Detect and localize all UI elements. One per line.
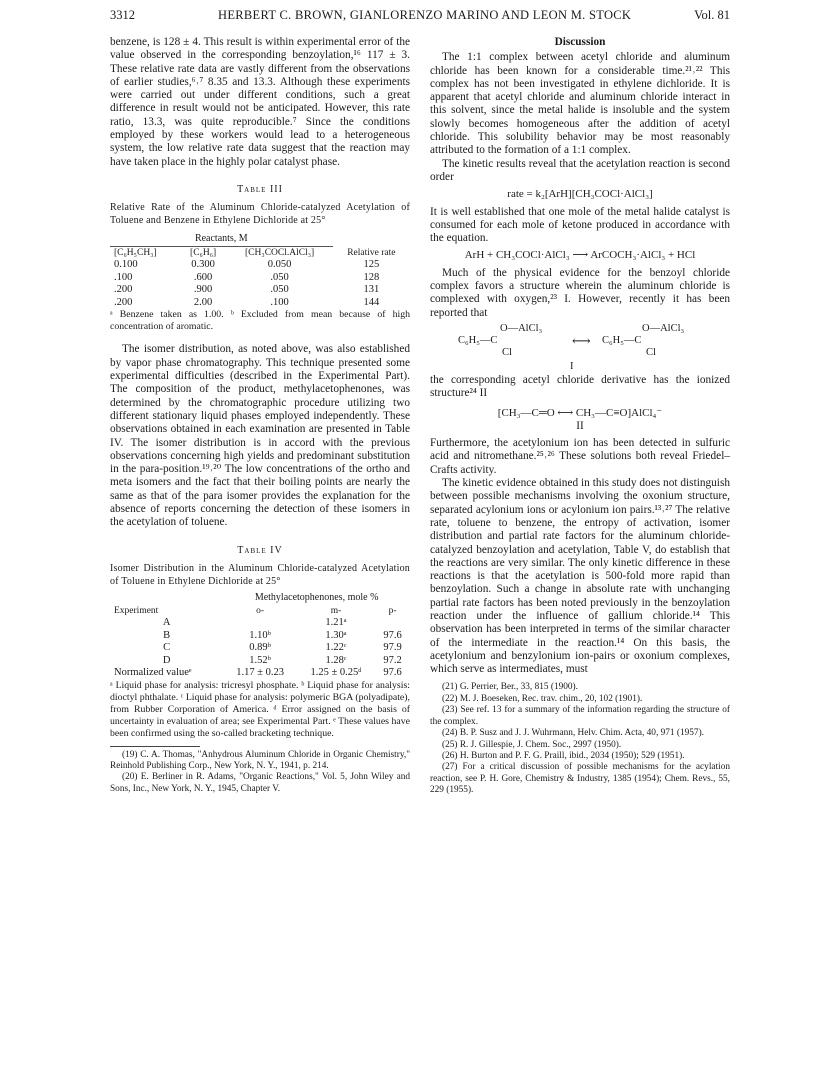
table-cell: 97.2 — [383, 654, 402, 666]
rate-equation: rate = k₂[ArH][CH₃COCl·AlCl₃] — [507, 188, 653, 201]
footnote-rule — [110, 746, 200, 747]
footnote: (26) H. Burton and P. F. G. Praill, ibid., 2034 (1950); 529 (1951). — [442, 750, 685, 761]
page-number: 3312 — [110, 8, 135, 22]
table-cell: 1.17 ± 0.23 — [236, 667, 284, 679]
table-3-col-header: Relative rate — [347, 247, 396, 258]
table-cell: 0.050 — [267, 259, 292, 271]
structure-I-arrow: ⟷ — [572, 332, 591, 348]
table-cell: 0.300 — [191, 259, 215, 271]
structure-II-label: II — [576, 419, 584, 432]
table-4-col-header: o- — [256, 605, 265, 616]
table-cell: 0.100 — [114, 259, 138, 271]
table-3-col-header: [CH₃COCl.AlCl₃] — [245, 247, 315, 258]
right-paragraph-7: The kinetic evidence obtained in this study does not distinguish between possible mechanisms involving the oxonium structure, separated acylonium ions or acylonium ion pairs.¹³˒²⁷ The relative rate, toluene to benzene, the entropy of activation, isomer distribution and partial rate factors for the aluminum chloride-catalyzed benzoylation and acetylation, Table V, do establish that the reactions are very similar. The only kinetic difference in these reactions is that the acetylation is 500-fold more rapid than benzoylation. Such a change in absolute rate with unchanging partial rate factors has been noted previously in the benzoylation reaction under the influence of gallium chloride.¹⁴ This observation has been interpreted in terms of the similar character of the intermediate in the reaction.¹⁴ On this basis, the acetylonium and benzylonium ion-pairs or oxonium complexes, which serve as intermediates, must — [430, 477, 730, 676]
table-cell: .100 — [270, 296, 289, 308]
footnote: (23) See ref. 13 for a summary of the information regarding the structure of the complex. — [430, 705, 730, 727]
table-cell: .200 — [114, 284, 133, 296]
table-4 — [110, 592, 410, 680]
table-row — [110, 642, 410, 655]
right-paragraph-4: Much of the physical evidence for the benzoyl chloride complex favors a structure wherein the aluminum chloride is complexed with oxygen,²³ I. However, recently it has been reported that — [430, 266, 730, 319]
right-paragraph-2: The kinetic results reveal that the acetylation reaction is second order — [430, 157, 730, 183]
table-cell: .100 — [114, 271, 133, 283]
table-4-col-header: p- — [388, 605, 397, 616]
table-4-col-header: m- — [330, 605, 342, 616]
footnote: (20) E. Berliner in R. Adams, "Organic Reactions," Vol. 5, John Wiley and Sons, Inc., New York, N. Y., 1945, Chapter V. — [110, 772, 410, 794]
table-cell: 97.6 — [383, 667, 402, 679]
footnote: (27) For a critical discussion of possible mechanisms for the acylation reaction, see P. H. Gore, Chemistry & Industry, 1385 (1954); Chem. Revs., 55, 229 (1955). — [430, 762, 730, 796]
table-row — [110, 259, 410, 272]
table-cell: 144 — [363, 296, 380, 308]
table-cell — [375, 617, 410, 630]
table-cell: A — [162, 617, 171, 629]
table-cell: 125 — [363, 259, 380, 271]
table-row — [110, 655, 410, 668]
left-column — [110, 36, 410, 795]
table-3-caption: Relative Rate of the Aluminum Chloride-catalyzed Acetylation of Toluene and Benzene in Ethylene Dichloride at 25° — [110, 202, 410, 226]
table-cell: 97.6 — [383, 629, 402, 641]
table-row — [110, 667, 410, 680]
table-cell: 97.9 — [383, 642, 402, 654]
table-cell: .050 — [270, 271, 289, 283]
table-cell: 1.10ᵇ — [249, 629, 271, 641]
table-row — [110, 617, 410, 630]
table-cell: C — [163, 642, 171, 654]
table-3-heading: Table III — [237, 183, 283, 195]
right-paragraph-5: the corresponding acetyl chloride derivative has the ionized structure²⁴ II — [430, 373, 730, 400]
table-cell: .900 — [193, 284, 213, 296]
reaction-equation: ArH + CH₃COCl·AlCl₃ ⟶ ArCOCH₃·AlCl₃ + HCl — [464, 249, 696, 262]
structure-I-right: C₆H₅—C — [602, 334, 642, 346]
running-authors: HERBERT C. BROWN, GIANLORENZO MARINO AND LEON M. STOCK — [218, 8, 632, 22]
table-cell: .600 — [193, 271, 213, 283]
table-4-group-header: Methylacetophenones, mole % — [254, 592, 379, 604]
right-paragraph-3: It is well established that one mole of the metal halide catalyst is consumed for each mole of ketone produced in accordance with the equation. — [430, 205, 730, 245]
table-cell: 1.30ᵃ — [325, 629, 347, 641]
footnote: (24) B. P. Susz and J. J. Wuhrmann, Helv. Chim. Acta, 40, 971 (1957). — [442, 728, 704, 739]
structure-I-left: C₆H₅—C — [458, 334, 498, 346]
right-paragraph-6: Furthermore, the acetylonium ion has been detected in sulfuric acid and nitromethane.²⁵˒²⁶ These solutions both reveal Friedel–Crafts activity. — [430, 437, 730, 476]
table-cell — [223, 617, 297, 630]
table-3-col-header: [C₆H₅CH₃] — [114, 247, 157, 258]
table-cell: 131 — [363, 284, 380, 296]
footnote: (19) C. A. Thomas, "Anhydrous Aluminum Chloride in Organic Chemistry," Reinhold Publishing Corp., New York, N. Y., 1941, p. 214. — [110, 749, 410, 771]
table-cell: 1.28ᶜ — [325, 654, 347, 666]
table-cell: 1.21ᵃ — [325, 617, 347, 629]
right-footnotes — [430, 682, 730, 796]
right-column — [430, 36, 730, 797]
left-footnotes — [110, 750, 410, 796]
structure-I-right-top: O—AlCl₃ — [642, 322, 685, 334]
table-cell: 1.25 ± 0.25ᵈ — [310, 667, 362, 679]
table-row — [110, 284, 410, 297]
structure-I — [430, 320, 730, 372]
left-paragraph-1: benzene, is 128 ± 4. This result is within experimental error of the value observed in the corresponding benzoylation,¹⁶ 117 ± 3. These relative rate data are vastly different from the observations of earlier studies,⁶˒⁷ 8.35 and 13.3. Although these experiments were carried out under different conditions, such a great difference in result would not be anticipated. However, this rate ratio, 13.3, was quite reproducible.⁷ Since the conditions employed by these workers would lead to a heterogeneous system, the low relative rate data suggest that the reaction may have taken place in the highly polar catalyst phase. — [110, 36, 410, 168]
structure-II: [CH₃—C═O ⟷ CH₃—C≡O]AlCl₄⁻ — [497, 406, 663, 419]
page-header — [110, 8, 730, 24]
section-title: Discussion — [554, 36, 606, 48]
structure-I-right-bottom: Cl — [646, 346, 656, 358]
table-4-notes: ᵃ Liquid phase for analysis: tricresyl phosphate. ᵇ Liquid phase for analysis: dioctyl phthalate. ᶜ Liquid phase for analysis: polymeric BGA (polyadipate), from Rubber Corporation of America. ᵈ Error assigned on the basis of uncertainty in evaluation of area; see Experimental Part. ᵉ These values have been confirmed using the so-called bracketing technique. — [110, 679, 410, 739]
table-3 — [110, 233, 410, 309]
table-cell: .050 — [270, 284, 289, 296]
table-cell: 128 — [363, 271, 380, 283]
footnote: (22) M. J. Boeseken, Rec. trav. chim., 20, 102 (1901). — [442, 693, 643, 704]
table-3-group-header: Reactants, M — [110, 233, 333, 246]
table-4-col-header: Experiment — [114, 605, 159, 616]
footnote: (25) R. J. Gillespie, J. Chem. Soc., 2997 (1950). — [442, 739, 622, 750]
table-row — [110, 297, 410, 310]
table-cell: .200 — [114, 296, 133, 308]
table-row — [110, 272, 410, 285]
table-4-caption: Isomer Distribution in the Aluminum Chloride-catalyzed Acetylation of Toluene in Ethylene Dichloride at 25° — [110, 562, 410, 587]
table-cell: D — [162, 654, 171, 666]
right-paragraph-1: The 1:1 complex between acetyl chloride and aluminum chloride has been known for a considerable time.²¹˒²² This complex has not been investigated in ethylene dichloride. It is apparent that acetyl chloride and aluminum chloride interact in this solvent, since the metal halide is insoluble and the system slowly becomes homogeneous after the addition of acetyl chloride. This solubility behavior may be most reasonably attributed to the formation of a 1:1 complex. — [430, 51, 730, 157]
structure-I-left-top: O—AlCl₃ — [500, 322, 543, 334]
table-cell: Normalized valueᵉ — [114, 667, 192, 679]
volume-label: Vol. 81 — [694, 8, 730, 22]
structure-I-left-bottom: Cl — [502, 346, 512, 358]
table-cell: 2.00 — [193, 296, 213, 308]
table-3-col-header: [C₆H₆] — [190, 247, 217, 258]
table-row — [110, 630, 410, 643]
table-3-notes: ᵃ Benzene taken as 1.00. ᵇ Excluded from mean because of high concentration of aromatic. — [110, 309, 410, 333]
footnote: (21) G. Perrier, Ber., 33, 815 (1900). — [442, 682, 578, 693]
structure-I-label: I — [570, 360, 574, 372]
table-cell: 1.22ᶜ — [325, 642, 347, 654]
table-4-heading: Table IV — [237, 544, 283, 556]
table-cell: 0.89ᵇ — [249, 642, 271, 654]
left-paragraph-2: The isomer distribution, as noted above, was also established by vapor phase chromatography. This technique presented some experimental difficulties (described in the Experimental Part). The composition of the product, methylacetophenones, was determined by the chromatographic procedure utilizing two different stationary liquid phases employed independently. These observations obtained in each examination are presented in Table IV. The isomer distribution is in accord with the previous observations concerning high yields and predominant substitution in the para-position.¹⁹˒²⁰ The low concentrations of the ortho and meta isomers and the fact that their boiling points are nearly the same as that of the para isomer provides the explanation for the absence of reports concerning the detection of these isomers in the acetylation of toluene. — [110, 343, 410, 529]
table-cell: 1.52ᵇ — [249, 654, 271, 666]
table-cell: B — [163, 629, 171, 641]
